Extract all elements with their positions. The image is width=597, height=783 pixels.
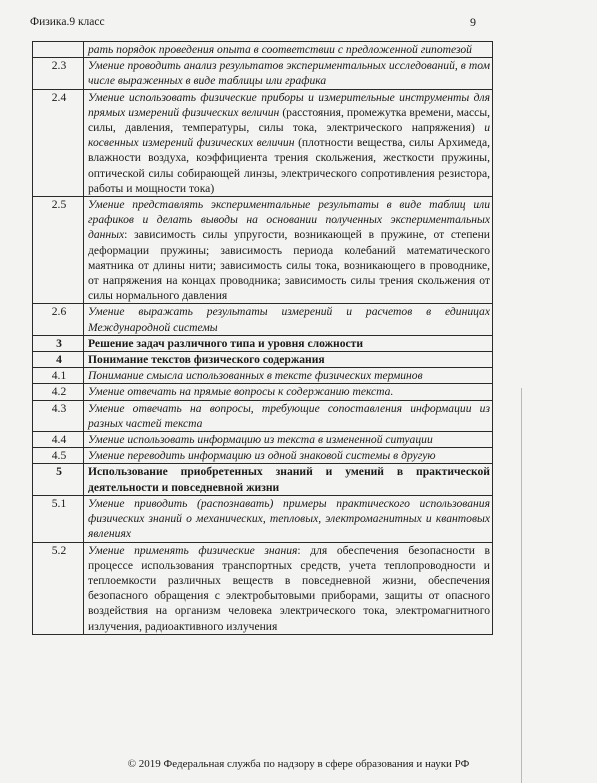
table-row xyxy=(33,304,493,335)
text-segment: рать порядок проведения опыта в соответствии с предложенной гипотезой xyxy=(88,43,472,56)
text-segment: Умение представлять экспериментальные результаты в виде таблиц или графиков и делать выводы на основании полученных экспериментальных данных xyxy=(88,198,490,242)
table-row xyxy=(33,335,493,351)
row-description xyxy=(84,495,493,542)
row-number: 2.3 xyxy=(33,58,84,89)
text-segment: Понимание смысла использованных в тексте физических терминов xyxy=(88,369,423,383)
row-description xyxy=(84,352,493,368)
row-number: 4.3 xyxy=(33,400,84,431)
table-row xyxy=(33,58,493,89)
row-number xyxy=(33,42,84,58)
text-segment: : зависимость силы упругости, возникающей в пружине, от степени деформации пружины; зависимость периода колебаний математического маятника от длины нити; зависимость силы тока, возникающего в проводнике, от напряжения на концах проводника; зависимость силы трения скольжения от силы нормального давления xyxy=(88,228,490,303)
row-number: 2.4 xyxy=(33,89,84,196)
row-number: 5.1 xyxy=(33,495,84,542)
row-number: 4 xyxy=(33,352,84,368)
text-segment: (расстояния, промежутка времени, массы, силы, давления, температуры, силы тока, электрического напряжения) xyxy=(88,105,491,135)
row-number: 4.5 xyxy=(33,448,84,464)
row-number: 5.2 xyxy=(33,542,84,634)
text-segment: : для обеспечения безопасности в процессе использования транспортных средств, учета теплопроводности и теплоемкости различных веществ в повседневной жизни, обеспечения безопасного обращения с электробытовыми приборами, защиты от опасного воздействия на организм человека электрического тока, электромагнитного излучения, радиоактивного излучения xyxy=(88,543,490,633)
running-header-title: Физика.9 класс xyxy=(30,16,105,28)
table-row xyxy=(33,542,493,634)
row-number: 2.5 xyxy=(33,197,84,304)
row-description xyxy=(84,448,493,464)
text-segment: Умение приводить (распознавать) примеры практического использования физических знаний о механических, тепловых, электромагнитных и квантовых явлениях xyxy=(88,496,490,541)
row-description xyxy=(84,464,493,495)
row-description xyxy=(84,400,493,431)
row-description xyxy=(84,89,493,196)
skills-table-body xyxy=(33,42,493,635)
page-footer: © 2019 Федеральная служба по надзору в сфере образования и науки РФ xyxy=(127,758,470,770)
row-number: 4.1 xyxy=(33,368,84,384)
row-description xyxy=(84,304,493,335)
row-number: 4.2 xyxy=(33,384,84,400)
text-segment: Умение выражать результаты измерений и расчетов в единицах Международной системы xyxy=(88,305,490,334)
row-description xyxy=(84,42,493,58)
row-description xyxy=(84,542,493,634)
row-description xyxy=(84,368,493,384)
page-number: 9 xyxy=(470,15,476,29)
row-description xyxy=(84,432,493,448)
row-number: 3 xyxy=(33,335,84,351)
margin-line xyxy=(521,388,522,783)
table-row xyxy=(33,197,493,304)
table-row xyxy=(33,448,493,464)
row-number: 5 xyxy=(33,464,84,495)
table-row xyxy=(33,352,493,368)
table-row xyxy=(33,89,493,196)
text-segment: Понимание текстов физического содержания xyxy=(88,353,325,367)
text-segment: Умение использовать информацию из текста в измененной ситуации xyxy=(88,433,433,447)
table-row xyxy=(33,42,493,58)
text-segment: Решение задач различного типа и уровня сложности xyxy=(88,336,364,350)
row-description xyxy=(84,335,493,351)
text-segment: Использование приобретенных знаний и умений в практической деятельности и повседневной жизни xyxy=(88,465,490,494)
text-segment: Умение применять физические знания xyxy=(88,543,298,557)
skills-table xyxy=(32,41,493,635)
text-segment: Умение проводить анализ результатов экспериментальных исследований, в том числе выраженных в виде таблицы или графика xyxy=(88,59,490,88)
row-number: 2.6 xyxy=(33,304,84,335)
table-row xyxy=(33,400,493,431)
text-segment: Умение использовать физические приборы и измерительные инструменты для прямых измерений физических величин xyxy=(88,90,490,119)
text-segment: Умение отвечать на прямые вопросы к содержанию текста. xyxy=(88,385,394,399)
table-row xyxy=(33,495,493,542)
text-segment: Умение отвечать на вопросы, требующие сопоставления информации из разных частей текста xyxy=(88,401,490,430)
table-row xyxy=(33,384,493,400)
table-row xyxy=(33,432,493,448)
text-segment: и косвенных измерений физических величин xyxy=(88,121,490,150)
table-row xyxy=(33,368,493,384)
row-description xyxy=(84,197,493,304)
row-description xyxy=(84,58,493,89)
text-segment: (плотности вещества, силы Архимеда, влажности воздуха, коэффициента трения скольжения, жесткости пружины, оптической силы собирающей линзы, электрического сопротивления резистора, работы и мощности тока) xyxy=(88,136,490,195)
row-number: 4.4 xyxy=(33,432,84,448)
table-row xyxy=(33,464,493,495)
text-segment: Умение переводить информацию из одной знаковой системы в другую xyxy=(88,449,436,463)
row-description xyxy=(84,384,493,400)
